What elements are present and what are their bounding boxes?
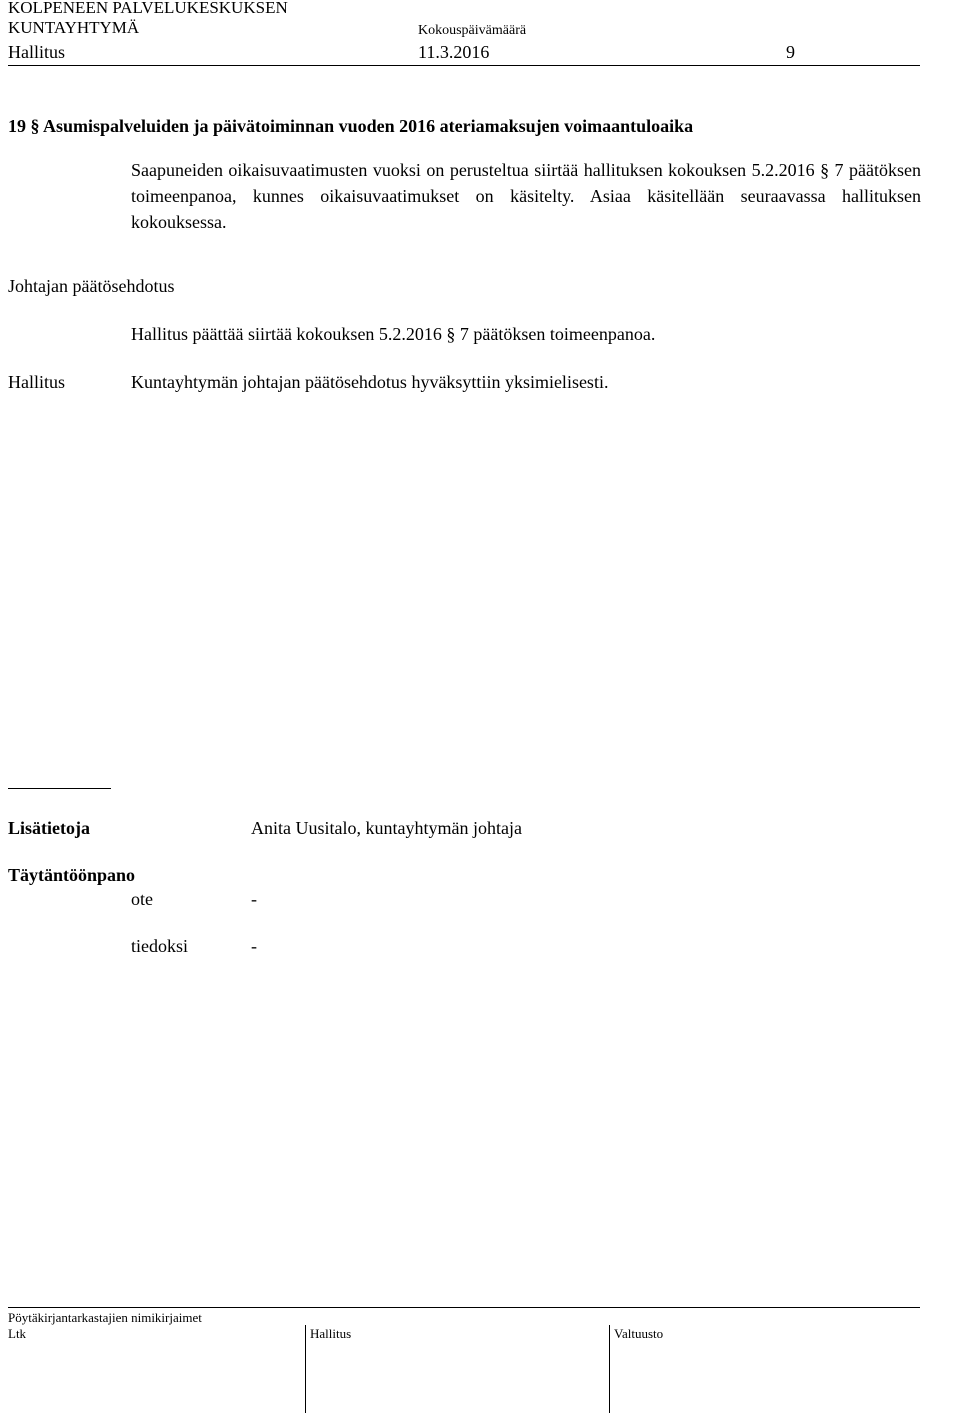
meeting-date: 11.3.2016 [418, 42, 490, 62]
decision-label: Hallitus [8, 372, 65, 392]
decision-text: Kuntayhtymän johtajan päätösehdotus hyväksyttiin yksimielisesti. [131, 372, 609, 392]
footer-column-hallitus: Hallitus [310, 1326, 352, 1341]
footer-rule [8, 1307, 920, 1308]
footer-title: Pöytäkirjantarkastajien nimikirjaimet [8, 1310, 202, 1325]
implementation-row-label: ote [131, 889, 153, 909]
header-rule [8, 65, 920, 66]
info-label: Lisätietoja [8, 818, 90, 838]
implementation-row-value: - [251, 936, 257, 956]
implementation-label: Täytäntöönpano [8, 865, 136, 885]
implementation-row-label: tiedoksi [131, 936, 188, 956]
footer-column-ltk: Ltk [8, 1326, 27, 1341]
footer-column-valtuusto: Valtuusto [614, 1326, 664, 1341]
proposal-text: Hallitus päättää siirtää kokouksen 5.2.2016 § 7 päätöksen toimeenpanoa. [131, 324, 656, 344]
item-description-text: Saapuneiden oikaisuvaatimusten vuoksi on perusteltua siirtää hallituksen kokouksen 5.2.2016 § 7 päätöksen toimeenpanoa, kunnes oikaisuvaatimukset on käsitelty. Asiaa käsitellään seuraavassa hallituksen kokouksessa. [131, 160, 921, 232]
meeting-date-label: Kokouspäivämäärä [418, 23, 527, 38]
footer-divider [305, 1325, 306, 1413]
section-separator [8, 788, 111, 789]
implementation-row-value: - [251, 889, 257, 909]
organization-name-line2: KUNTAYHTYMÄ [8, 18, 140, 37]
footer-divider [609, 1325, 610, 1413]
proposal-label: Johtajan päätösehdotus [8, 276, 175, 296]
page-number: 9 [786, 42, 795, 62]
organization-name-line1: KOLPENEEN PALVELUKESKUKSEN [8, 0, 288, 17]
item-title: 19 § Asumispalveluiden ja päivätoiminnan vuoden 2016 ateriamaksujen voimaantuloaika [8, 116, 694, 136]
body-name: Hallitus [8, 42, 65, 62]
item-description [131, 157, 921, 235]
info-value: Anita Uusitalo, kuntayhtymän johtaja [251, 818, 522, 838]
